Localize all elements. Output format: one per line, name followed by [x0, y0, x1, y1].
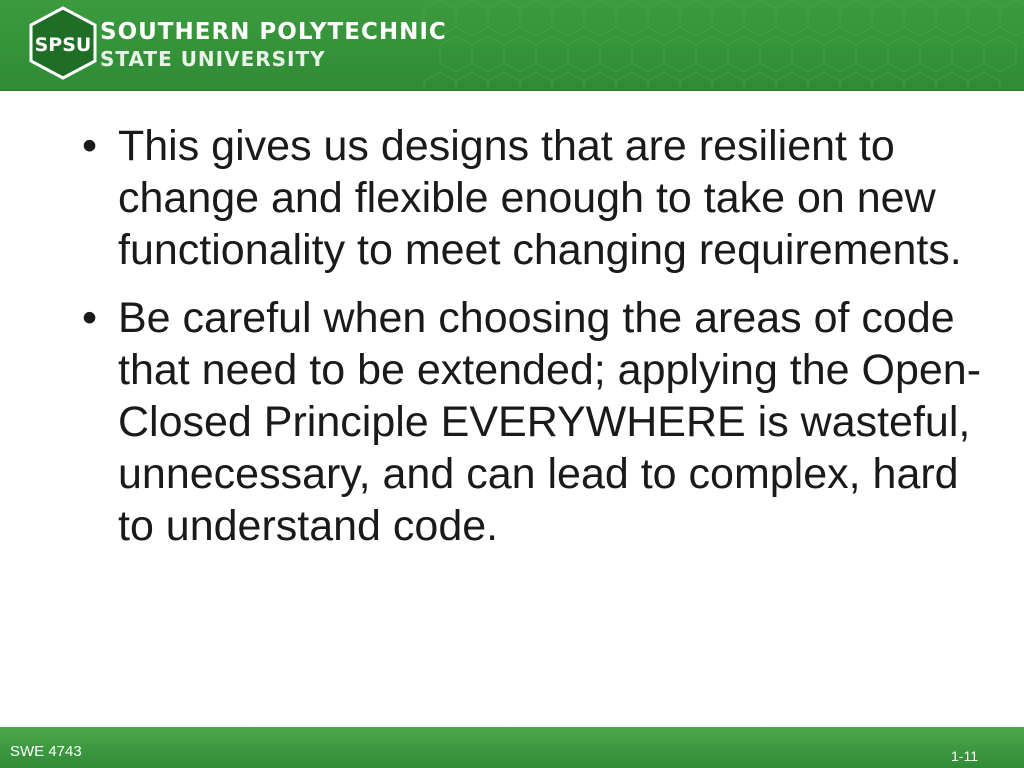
- bullet-text: Be careful when choosing the areas of code that need to be extended; applying the Open-Closed Principle EVERYWHERE is wasteful, unnecessary, and can lead to complex, hard to understand code.: [118, 294, 982, 550]
- slide-number: 1-11: [951, 748, 978, 764]
- slide-footer-bar: [0, 727, 1024, 768]
- course-code: SWE 4743: [10, 743, 82, 760]
- slide-header-banner: [0, 0, 1024, 91]
- university-name-line1: SOUTHERN POLYTECHNIC: [100, 19, 447, 45]
- bullet-item: [82, 292, 982, 552]
- bullet-marker: •: [82, 294, 98, 342]
- spsu-logo-badge: [28, 6, 98, 80]
- hexagon-pattern-background: [0, 0, 1024, 90]
- bullet-marker: •: [82, 122, 98, 170]
- bullet-text: This gives us designs that are resilient to change and flexible enough to take on new functionality to meet changing requirements.: [118, 122, 962, 274]
- logo-mark-text: SPSU: [34, 34, 92, 56]
- slide-body: [82, 120, 982, 568]
- bullet-item: [82, 120, 982, 276]
- university-name-line2: STATE UNIVERSITY: [100, 47, 326, 71]
